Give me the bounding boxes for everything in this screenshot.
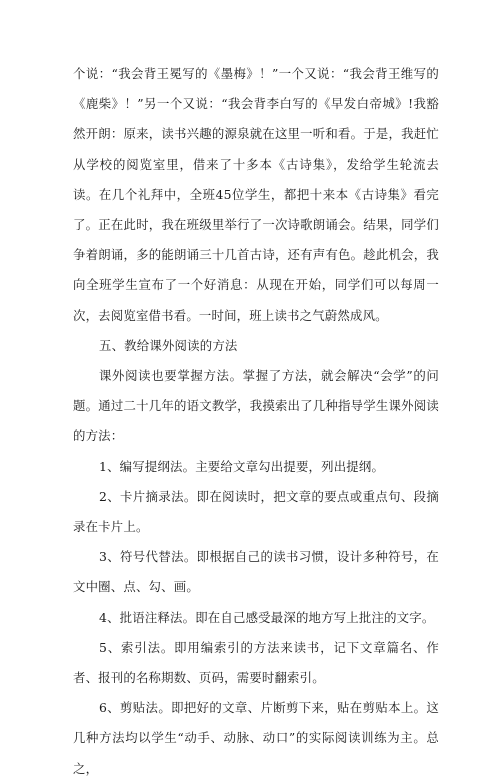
list-item-index-method: 5、索引法。即用编索引的方法来读书，记下文章篇名、作者、报刊的名称期数、页码，需要时翻索引。	[73, 639, 439, 686]
section-heading-reading-methods: 五、教给课外阅读的方法	[99, 337, 238, 353]
list-item-card-excerpt-method: 2、卡片摘录法。即在阅读时，把文章的要点或重点句、段摘录在卡片上。	[73, 488, 439, 535]
list-item-outline-method: 1、编写提纲法。主要给文章勾出提要，列出提纲。	[99, 458, 385, 474]
body-paragraph-methods-intro: 课外阅读也要掌握方法。掌握了方法，就会解决“会学”的问题。通过二十几年的语文教学，我摸索出了几种指导学生课外阅读的方法：	[73, 368, 439, 444]
list-item-annotation-method: 4、批语注释法。即在自己感受最深的地方写上批注的文字。	[99, 609, 435, 625]
list-item-clipping-method: 6、剪贴法。即把好的文章、片断剪下来，贴在剪贴本上。这几种方法均以学生“动手、动脉、动口”的实际阅读训练为主。总之，	[73, 700, 439, 776]
body-paragraph-reading-interest: 个说：“我会背王冕写的《墨梅》！”一个又说：“我会背王维写的《鹿柴》！”另一个又说：“我会背李白写的《早发白帝城》!我豁然开朗：原来，读书兴趣的源泉就在这里一听和看。于是，我赶忙从学校的阅览室里，借来了十多本《古诗集》，发给学生轮流去读。在几个礼拜中，全班45位学生，都把十来本《古诗集》看完了。正在此时，我在班级里举行了一次诗歌朗诵会。结果，同学们争着朗诵，多的能朗诵三十几首古诗，还有声有色。趁此机会，我向全班学生宣布了一个好消息：从现在开始，同学们可以每周一次，去阅览室借书看。一时间，班上读书之气蔚然成风。	[73, 66, 439, 323]
list-item-symbol-method: 3、符号代替法。即根据自己的读书习惯，设计多种符号，在文中圈、点、勾、画。	[73, 549, 439, 595]
